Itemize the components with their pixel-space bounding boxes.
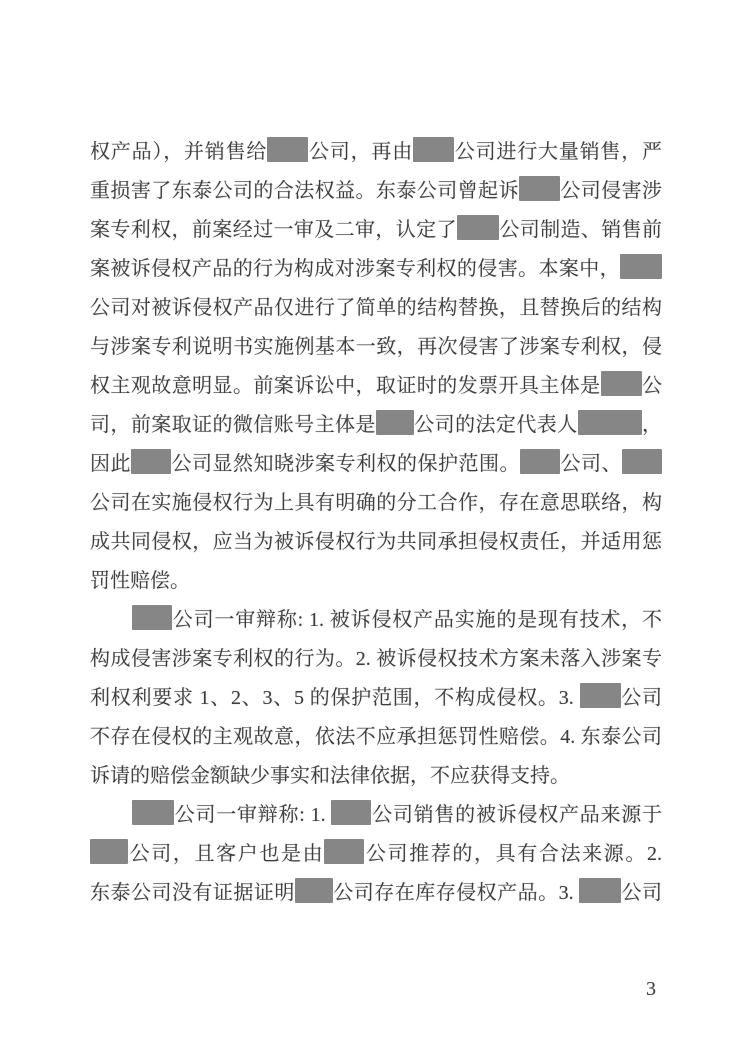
redaction-box: [132, 800, 174, 825]
text-segment: 公司进行大量销售，严: [454, 141, 662, 163]
text-segment: 案专利权，前案经过一审及二审，认定了: [90, 219, 457, 241]
redaction-box: [519, 176, 560, 201]
text-segment: 公司: [620, 687, 662, 709]
text-segment: 公司的法定代表人: [413, 414, 578, 436]
redaction-box: [620, 254, 662, 279]
text-segment: 公司，再由: [308, 141, 414, 163]
redaction-box: [90, 839, 128, 864]
text-line: [90, 289, 662, 328]
redaction-box: [324, 839, 364, 864]
redaction-box: [578, 410, 642, 435]
text-line: [90, 328, 662, 367]
text-line: [90, 211, 662, 250]
text-segment: 公司一审辩称: 1. 被诉侵权产品实施的是现有技术，不: [172, 609, 662, 631]
text-line: [90, 523, 662, 562]
text-segment: 公司销售的被诉侵权产品来源于: [371, 804, 662, 826]
text-segment: 重损害了东泰公司的合法权益。东泰公司曾起诉: [90, 180, 519, 202]
text-line: [90, 133, 662, 172]
text-segment: 因此: [90, 453, 131, 475]
text-segment: 罚性赔偿。: [90, 570, 190, 592]
text-segment: 公司推荐的，具有合法来源。2.: [364, 843, 662, 865]
redaction-box: [520, 449, 560, 474]
text-segment: 公司一审辩称: 1.: [174, 804, 332, 826]
redaction-box: [622, 449, 662, 474]
text-line: [90, 757, 662, 796]
text-line: [90, 445, 662, 484]
redaction-box: [295, 878, 333, 903]
document-text: [90, 133, 662, 913]
text-segment: 公司、: [560, 453, 622, 475]
text-segment: 公: [641, 375, 662, 397]
redaction-box: [331, 800, 371, 825]
text-segment: 诉请的赔偿金额缺少事实和法律依据，不应获得支持。: [90, 765, 570, 787]
text-segment: 案被诉侵权产品的行为构成对涉案专利权的侵害。本案中，: [90, 258, 620, 280]
text-line: [90, 367, 662, 406]
text-segment: 成共同侵权，应当为被诉侵权行为共同承担侵权责任，并适用惩: [90, 531, 662, 553]
redaction-box: [376, 410, 414, 435]
text-segment: ，: [641, 414, 662, 436]
text-segment: 公司制造、销售前: [498, 219, 662, 241]
text-line: [90, 562, 662, 601]
redaction-box: [580, 683, 621, 708]
text-segment: 权产品），并销售给: [90, 141, 268, 163]
text-line: [90, 172, 662, 211]
text-segment: 利权利要求 1、2、3、5 的保护范围，不构成侵权。3.: [90, 687, 580, 709]
text-segment: 司，前案取证的微信账号主体是: [90, 414, 376, 436]
redaction-box: [457, 215, 499, 240]
text-segment: 公司对被诉侵权产品仅进行了简单的结构替换，且替换后的结构: [90, 297, 662, 319]
redaction-box: [413, 137, 454, 162]
redaction-box: [579, 878, 621, 903]
text-line: [90, 718, 662, 757]
text-segment: 不存在侵权的主观故意，依法不应承担惩罚性赔偿。4. 东泰公司: [90, 726, 662, 748]
text-line: [90, 679, 662, 718]
text-line: [90, 484, 662, 523]
text-segment: 公司: [621, 882, 662, 904]
text-segment: 权主观故意明显。前案诉讼中，取证时的发票开具主体是: [90, 375, 601, 397]
text-line: [90, 640, 662, 679]
text-line: [90, 796, 662, 835]
text-segment: 公司存在库存侵权产品。3.: [332, 882, 580, 904]
redaction-box: [131, 449, 171, 474]
redaction-box: [267, 137, 308, 162]
text-segment: 公司，且客户也是由: [128, 843, 325, 865]
text-segment: 公司侵害涉: [559, 180, 662, 202]
text-segment: 公司显然知晓涉案专利权的保护范围。: [171, 453, 520, 475]
page-number: 3: [646, 978, 656, 1000]
text-segment: 构成侵害涉案专利权的行为。2. 被诉侵权技术方案未落入涉案专: [90, 648, 662, 670]
text-line: [90, 874, 662, 913]
text-segment: 东泰公司没有证据证明: [90, 882, 295, 904]
redaction-box: [132, 605, 172, 630]
text-segment: 与涉案专利说明书实施例基本一致，再次侵害了涉案专利权，侵: [90, 336, 662, 358]
text-line: [90, 835, 662, 874]
text-segment: 公司在实施侵权行为上具有明确的分工合作，存在意思联络，构: [90, 492, 662, 514]
text-line: [90, 250, 662, 289]
redaction-box: [601, 371, 642, 396]
text-line: [90, 601, 662, 640]
text-line: [90, 406, 662, 445]
